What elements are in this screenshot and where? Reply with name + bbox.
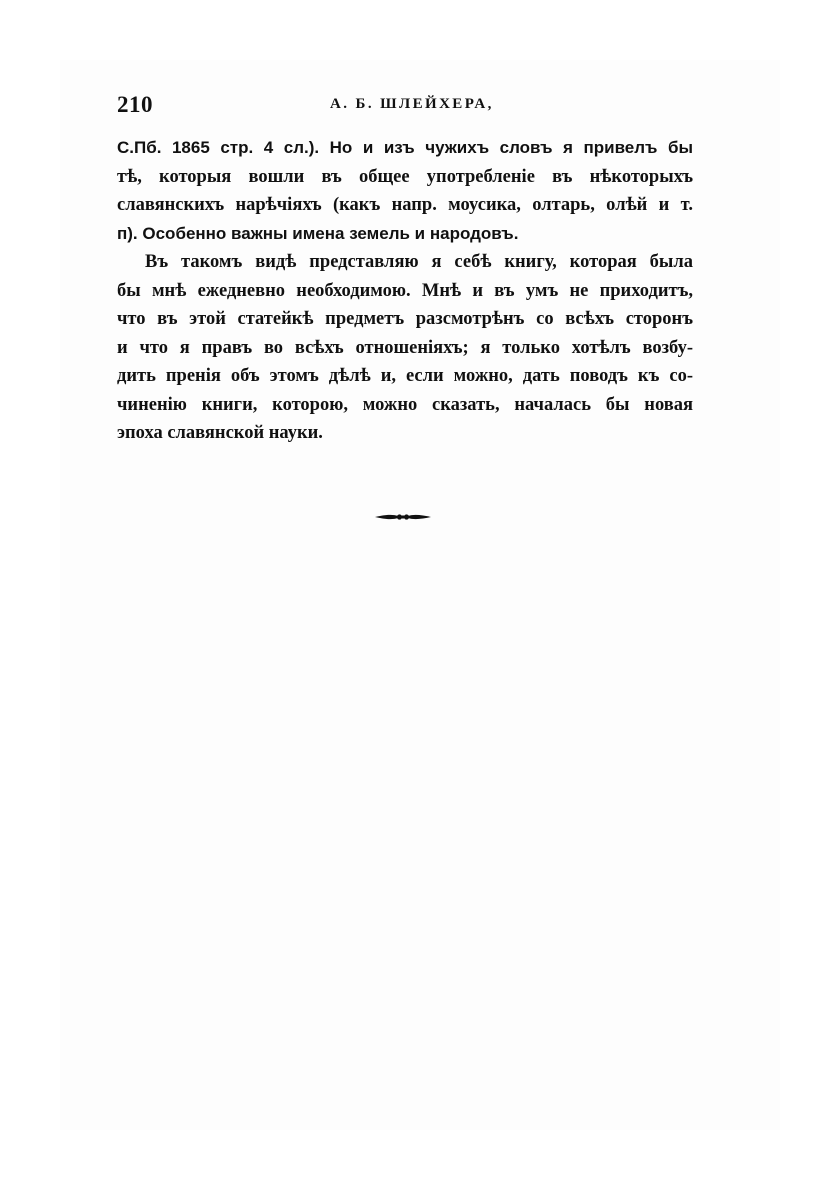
text-line: дить пренія объ этомъ дѣлѣ и, если можно, дать поводъ къ со-: [117, 366, 693, 386]
body-text: [117, 134, 693, 448]
text-line: бы мнѣ ежедневно необходимою. Мнѣ и въ умъ не приходитъ,: [117, 280, 693, 301]
text-line: п). Особенно важны имена земель и народовъ.: [117, 223, 519, 243]
page-number: 210: [117, 92, 153, 117]
text-line: тѣ, которыя вошли въ общее употребленіе въ нѣкоторыхъ: [117, 166, 693, 187]
text-line: что въ этой статейкѣ предметъ разсмотрѣнъ со всѣхъ сторонъ: [117, 309, 693, 329]
paragraph-first-line: Въ такомъ видѣ представляю я себѣ книгу, которая была: [145, 252, 693, 272]
text-line: и что я правъ во всѣхъ отношеніяхъ; я только хотѣлъ возбу-: [117, 337, 693, 358]
text-line: славянскихъ нарѣчіяхъ (какъ напр. моусика, олтарь, олѣй и т.: [117, 195, 693, 215]
end-ornament: [374, 510, 432, 524]
text-line: чиненію книги, которою, можно сказать, началась бы новая: [117, 394, 693, 415]
text-line: эпоха славянской науки.: [117, 423, 323, 443]
running-head: [117, 92, 697, 120]
running-title: А. Б. ШЛЕЙХЕРА,: [330, 96, 494, 112]
text-line: С.Пб. 1865 стр. 4 сл.). Но и изъ чужихъ словъ я привелъ бы: [117, 138, 693, 157]
